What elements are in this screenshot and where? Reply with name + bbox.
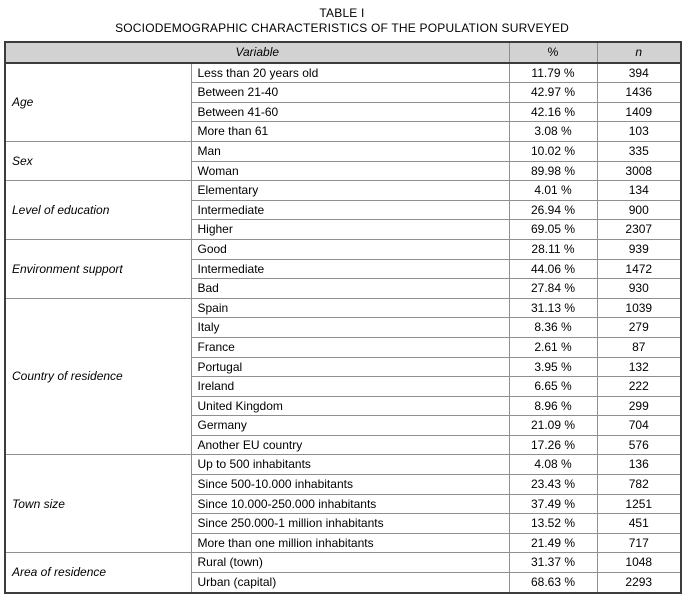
sociodemographic-table (4, 41, 682, 594)
n-cell: 576 (597, 435, 681, 455)
group-cell: Age (5, 63, 191, 142)
table-title: SOCIODEMOGRAPHIC CHARACTERISTICS OF THE POPULATION SURVEYED (115, 21, 569, 35)
percent-cell: 10.02 % (509, 141, 597, 161)
percent-cell: 37.49 % (509, 494, 597, 514)
n-cell: 930 (597, 279, 681, 299)
group-cell: Sex (5, 141, 191, 180)
category-cell: Man (191, 141, 509, 161)
n-cell: 335 (597, 141, 681, 161)
n-cell: 2307 (597, 220, 681, 240)
n-cell: 1251 (597, 494, 681, 514)
percent-cell: 3.95 % (509, 357, 597, 377)
category-cell: Another EU country (191, 435, 509, 455)
table-header (5, 42, 681, 63)
column-header-percent: % (509, 42, 597, 63)
category-cell: Urban (capital) (191, 573, 509, 593)
category-cell: Ireland (191, 377, 509, 397)
category-cell: Less than 20 years old (191, 63, 509, 83)
category-cell: Woman (191, 161, 509, 181)
table-row (5, 298, 681, 318)
table-row (5, 181, 681, 201)
percent-cell: 17.26 % (509, 435, 597, 455)
percent-cell: 8.36 % (509, 318, 597, 338)
percent-cell: 4.01 % (509, 181, 597, 201)
category-cell: Elementary (191, 181, 509, 201)
n-cell: 1048 (597, 553, 681, 573)
percent-cell: 69.05 % (509, 220, 597, 240)
category-cell: Intermediate (191, 259, 509, 279)
category-cell: Since 10.000-250.000 inhabitants (191, 494, 509, 514)
percent-cell: 68.63 % (509, 573, 597, 593)
group-cell: Town size (5, 455, 191, 553)
percent-cell: 8.96 % (509, 396, 597, 416)
category-cell: Higher (191, 220, 509, 240)
category-cell: Bad (191, 279, 509, 299)
n-cell: 1472 (597, 259, 681, 279)
category-cell: More than one million inhabitants (191, 533, 509, 553)
n-cell: 1039 (597, 298, 681, 318)
n-cell: 394 (597, 63, 681, 83)
table-number: TABLE I (319, 6, 365, 20)
category-cell: United Kingdom (191, 396, 509, 416)
n-cell: 900 (597, 200, 681, 220)
n-cell: 1409 (597, 102, 681, 122)
percent-cell: 21.49 % (509, 533, 597, 553)
category-cell: Up to 500 inhabitants (191, 455, 509, 475)
percent-cell: 31.13 % (509, 298, 597, 318)
percent-cell: 42.16 % (509, 102, 597, 122)
percent-cell: 4.08 % (509, 455, 597, 475)
n-cell: 451 (597, 514, 681, 534)
header-row (5, 42, 681, 63)
category-cell: Good (191, 239, 509, 259)
n-cell: 103 (597, 122, 681, 142)
n-cell: 299 (597, 396, 681, 416)
percent-cell: 28.11 % (509, 239, 597, 259)
table-row (5, 63, 681, 83)
table-row (5, 553, 681, 573)
percent-cell: 89.98 % (509, 161, 597, 181)
group-cell: Area of residence (5, 553, 191, 593)
percent-cell: 26.94 % (509, 200, 597, 220)
n-cell: 87 (597, 337, 681, 357)
n-cell: 782 (597, 475, 681, 495)
category-cell: Spain (191, 298, 509, 318)
percent-cell: 27.84 % (509, 279, 597, 299)
percent-cell: 6.65 % (509, 377, 597, 397)
n-cell: 939 (597, 239, 681, 259)
percent-cell: 2.61 % (509, 337, 597, 357)
percent-cell: 21.09 % (509, 416, 597, 436)
group-cell: Level of education (5, 181, 191, 240)
table-row (5, 455, 681, 475)
category-cell: Intermediate (191, 200, 509, 220)
n-cell: 134 (597, 181, 681, 201)
category-cell: France (191, 337, 509, 357)
percent-cell: 13.52 % (509, 514, 597, 534)
n-cell: 1436 (597, 83, 681, 103)
n-cell: 136 (597, 455, 681, 475)
percent-cell: 3.08 % (509, 122, 597, 142)
n-cell: 2293 (597, 573, 681, 593)
percent-cell: 44.06 % (509, 259, 597, 279)
n-cell: 222 (597, 377, 681, 397)
category-cell: Since 500-10.000 inhabitants (191, 475, 509, 495)
category-cell: Germany (191, 416, 509, 436)
percent-cell: 42.97 % (509, 83, 597, 103)
category-cell: Portugal (191, 357, 509, 377)
percent-cell: 11.79 % (509, 63, 597, 83)
category-cell: More than 61 (191, 122, 509, 142)
percent-cell: 31.37 % (509, 553, 597, 573)
category-cell: Between 21-40 (191, 83, 509, 103)
category-cell: Between 41-60 (191, 102, 509, 122)
n-cell: 279 (597, 318, 681, 338)
n-cell: 717 (597, 533, 681, 553)
category-cell: Italy (191, 318, 509, 338)
n-cell: 3008 (597, 161, 681, 181)
table-row (5, 141, 681, 161)
n-cell: 704 (597, 416, 681, 436)
column-header-variable: Variable (5, 42, 509, 63)
group-cell: Environment support (5, 239, 191, 298)
column-header-n: n (597, 42, 681, 63)
table-caption (4, 6, 680, 36)
table-body (5, 63, 681, 593)
table-row (5, 239, 681, 259)
category-cell: Rural (town) (191, 553, 509, 573)
percent-cell: 23.43 % (509, 475, 597, 495)
group-cell: Country of residence (5, 298, 191, 455)
category-cell: Since 250.000-1 million inhabitants (191, 514, 509, 534)
n-cell: 132 (597, 357, 681, 377)
